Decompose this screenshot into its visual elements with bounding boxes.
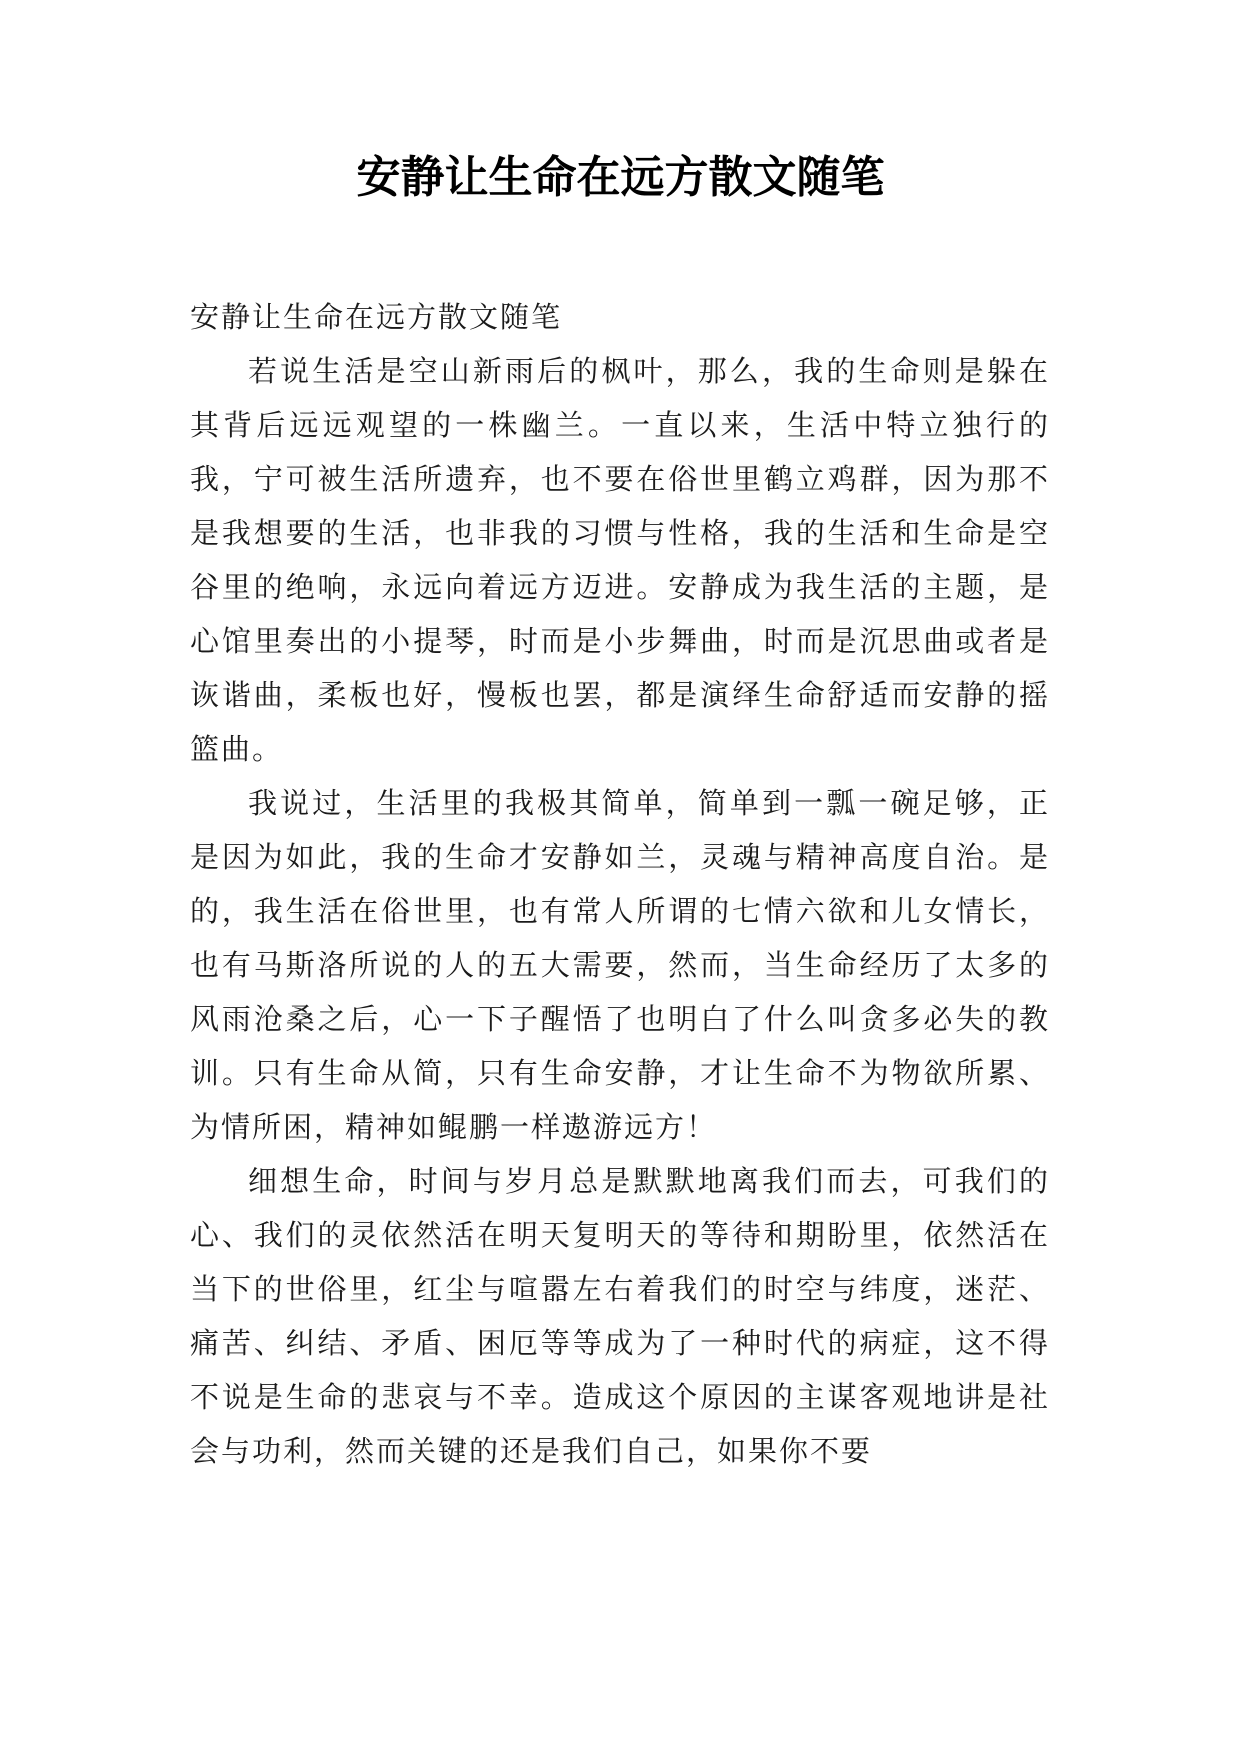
- document-subtitle: 安静让生命在远方散文随笔: [190, 300, 563, 334]
- paragraph-2: 我说过，生活里的我极其简单，简单到一瓢一碗足够，正是因为如此，我的生命才安静如兰，灵魂与精神高度自治。是的，我生活在俗世里，也有常人所谓的七情六欲和儿女情长，也有马斯洛所说的人的五大需要，然而，当生命经历了太多的风雨沧桑之后，心一下子醒悟了也明白了什么叫贪多必失的教训。只有生命从简，只有生命安静，才让生命不为物欲所累、为情所困，精神如鲲鹏一样遨游远方！: [190, 786, 1050, 1144]
- document-body: [190, 290, 1050, 1478]
- paragraph-1: 若说生活是空山新雨后的枫叶，那么，我的生命则是躲在其背后远远观望的一株幽兰。一直以来，生活中特立独行的我，宁可被生活所遗弃，也不要在俗世里鹤立鸡群，因为那不是我想要的生活，也非我的习惯与性格，我的生活和生命是空谷里的绝响，永远向着远方迈进。安静成为我生活的主题，是心馆里奏出的小提琴，时而是小步舞曲，时而是沉思曲或者是诙谐曲，柔板也好，慢板也罢，都是演绎生命舒适而安静的摇篮曲。: [190, 354, 1050, 766]
- document-title: 安静让生命在远方散文随笔: [356, 152, 885, 203]
- paragraph-3: 细想生命，时间与岁月总是默默地离我们而去，可我们的心、我们的灵依然活在明天复明天的等待和期盼里，依然活在当下的世俗里，红尘与喧嚣左右着我们的时空与纬度，迷茫、痛苦、纠结、矛盾、困厄等等成为了一种时代的病症，这不得不说是生命的悲哀与不幸。造成这个原因的主谋客观地讲是社会与功利，然而关键的还是我们自己，如果你不要: [190, 1164, 1050, 1468]
